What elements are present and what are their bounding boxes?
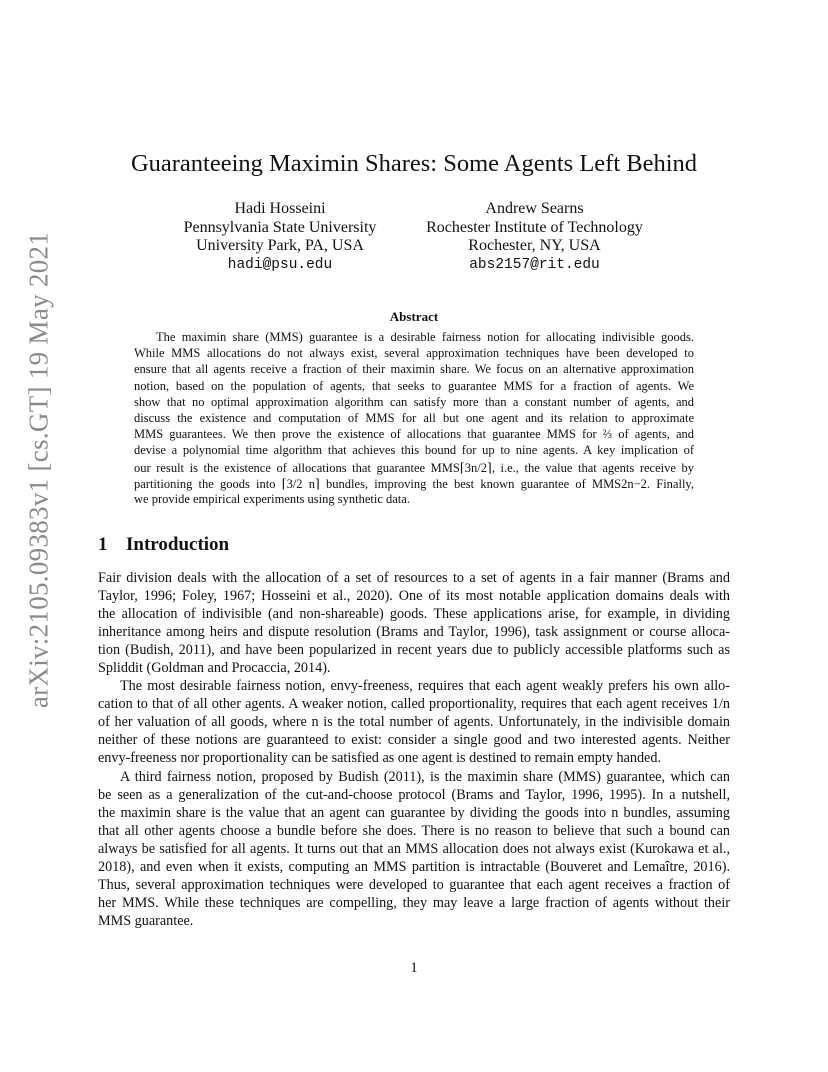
- section-heading: [98, 534, 229, 556]
- author-email: abs2157@rit.edu: [469, 256, 600, 273]
- abstract-line: devise a polynomial time algorithm that achieves this bound for up to nine agents. A key implication of: [134, 443, 694, 458]
- body-line: Spliddit (Goldman and Procaccia, 2014).: [98, 660, 331, 677]
- body-line: 2018), and even when it exists, computing an MMS partition is intractable (Bouveret and Lemaître, 2016).: [98, 858, 730, 875]
- abstract-line: partitioning the goods into ⌈3/2 n⌉ bundles, improving the best known guarantee of MMS2n−2. Finally,: [134, 476, 694, 491]
- body-line: the allocation of indivisible (and non-shareable) goods. These applications arise, for example, in dividing: [98, 606, 730, 623]
- author-block-2: [412, 200, 657, 274]
- body-line: the maximin share is the value that an agent can guarantee by dividing the goods into n bundles, assuming: [98, 804, 730, 821]
- body-line: inheritance among heirs and dispute resolution (Brams and Taylor, 1996), task assignment or course alloca-: [98, 624, 730, 641]
- abstract-line: The maximin share (MMS) guarantee is a desirable fairness notion for allocating indivisible goods.: [156, 330, 694, 344]
- arxiv-stamp: [18, 231, 60, 709]
- abstract-line: MMS guarantees. We then prove the existence of allocations that guarantee MMS for ⅔ of agents, and: [134, 427, 694, 442]
- abstract-line: show that no optimal approximation algorithm can satisfy more than a constant number of agents, and: [134, 394, 694, 409]
- author-block-1: [160, 200, 400, 274]
- author-email: hadi@psu.edu: [227, 256, 333, 273]
- author-affiliation: Pennsylvania State University: [183, 218, 377, 236]
- body-line: her MMS. While these techniques are compelling, they may leave a large fraction of agents without their: [98, 894, 730, 911]
- abstract-body: [134, 330, 694, 508]
- abstract-line: notion, based on the population of agents, that seeks to guarantee MMS for a fraction of agents. We: [134, 378, 694, 393]
- page-number: 1: [410, 960, 418, 976]
- body-line: Thus, several approximation techniques were developed to guarantee that each agent receives a fraction of: [98, 876, 730, 893]
- abstract-heading: Abstract: [389, 309, 439, 324]
- body-line: tion (Budish, 2011), and have been popularized in recent years due to publicly accessible platforms such as: [98, 642, 730, 659]
- abstract-line: we provide empirical experiments using synthetic data.: [134, 491, 410, 506]
- abstract-line: While MMS allocations do not always exist, several approximation techniques have been developed to: [134, 346, 694, 361]
- body-line: envy-freeness nor proportionality can be satisfied as one agent is destined to remain empty handed.: [98, 750, 661, 767]
- author-location: Rochester, NY, USA: [468, 237, 601, 254]
- body-line: Taylor, 1996; Foley, 1967; Hosseini et al., 2020). One of its most notable application domains deals with: [98, 588, 730, 605]
- author-affiliation: Rochester Institute of Technology: [426, 218, 643, 236]
- paper-title: Guaranteeing Maximin Shares: Some Agents Left Behind: [130, 150, 698, 177]
- author-name: Hadi Hosseini: [234, 200, 326, 217]
- body-line: that all other agents choose a bundle before she does. There is no reason to believe that such a bound can: [98, 822, 730, 839]
- abstract-line: discuss the existence and computation of MMS for all but one agent and its relation to approximate: [134, 410, 694, 425]
- body-line: of her valuation of all goods, where n is the total number of agents. Unfortunately, in the indivisible domain: [98, 714, 730, 731]
- author-location: University Park, PA, USA: [196, 237, 364, 254]
- body-line: be seen as a generalization of the cut-and-choose protocol (Brams and Taylor, 1996, 1995). In a nutshell,: [98, 786, 730, 803]
- section-number: 1: [98, 534, 108, 555]
- body-line: MMS guarantee.: [98, 912, 194, 929]
- body-line: A third fairness notion, proposed by Budish (2011), is the maximin share (MMS) guarantee, which can: [120, 768, 730, 785]
- abstract-line: our result is the existence of allocations that guarantee MMS⌈3n/2⌉, i.e., the value that agents receive by: [134, 460, 694, 475]
- body-line: neither of these notions are guaranteed to exist: consider a single good and two interested agents. Neither: [98, 732, 730, 749]
- arxiv-identifier: arXiv:2105.09383v1 [cs.GT] 19 May 2021: [23, 231, 54, 709]
- abstract-line: ensure that all agents receive a fraction of their maximin share. We focus on an alternative approximation: [134, 362, 694, 377]
- body-line: cation to that of all other agents. A weaker notion, called proportionality, requires that each agent receives 1/n: [98, 696, 730, 713]
- introduction-body: [98, 570, 730, 931]
- body-line: The most desirable fairness notion, envy-freeness, requires that each agent weakly prefers his own allo-: [120, 678, 730, 695]
- body-line: Fair division deals with the allocation of a set of resources to a set of agents in a fair manner (Brams and: [98, 570, 730, 586]
- body-line: always be satisfied for all agents. It turns out that an MMS allocation does not always exist (Kurokawa et al.,: [98, 840, 730, 857]
- author-name: Andrew Searns: [485, 200, 584, 217]
- section-title: Introduction: [126, 534, 230, 555]
